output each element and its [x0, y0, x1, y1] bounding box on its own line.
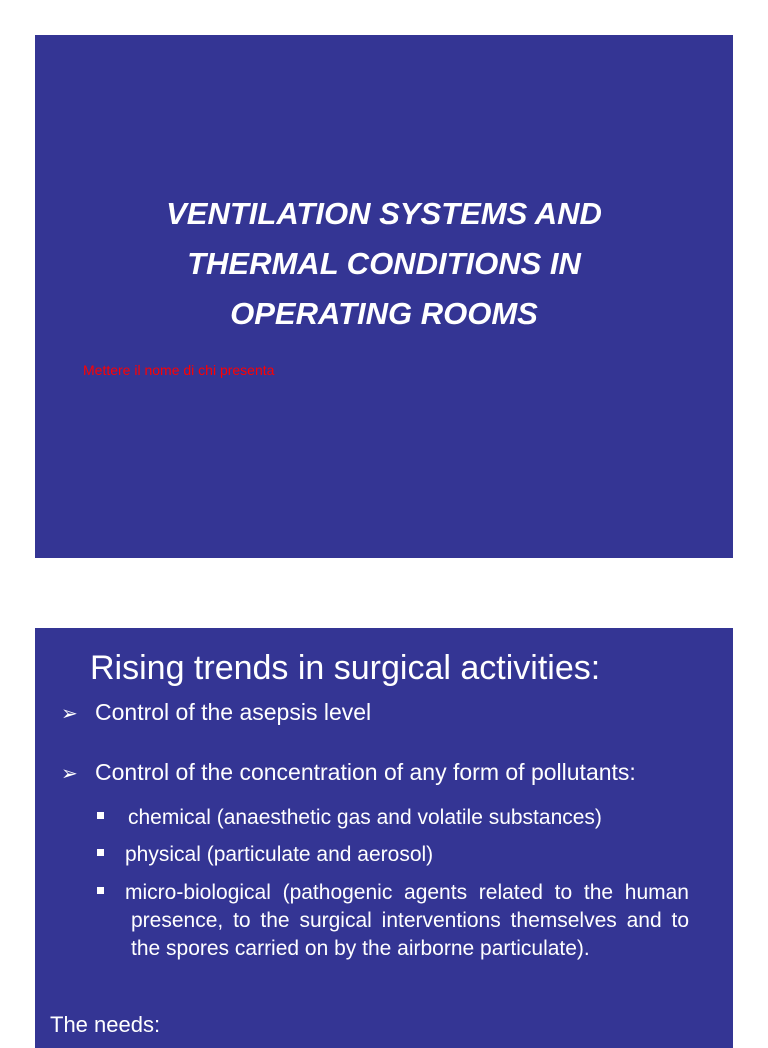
- slide-heading: Rising trends in surgical activities:: [90, 649, 601, 687]
- sub-bullet-item: [97, 804, 689, 832]
- square-bullet-icon: [97, 849, 104, 856]
- bullet-item: [61, 758, 636, 788]
- square-bullet-icon: [97, 812, 104, 819]
- sub-bullet-text: chemical (anaesthetic gas and volatile substances): [128, 806, 602, 829]
- slide-trends: [35, 628, 733, 1048]
- bullet-text: Control of the asepsis level: [95, 699, 372, 725]
- title-line-2: THERMAL CONDITIONS IN: [187, 246, 581, 281]
- slide-title: [35, 35, 733, 558]
- title-line-1: VENTILATION SYSTEMS AND: [166, 196, 602, 231]
- presenter-placeholder: Mettere il nome di chi presenta: [83, 362, 275, 378]
- trailing-text: The needs:: [50, 1012, 161, 1037]
- sub-bullet-text: micro-biological (pathogenic agents related to the human presence, to the surgical interventions themselves and to the spores carried on by the airborne particulate).: [125, 881, 689, 960]
- sub-bullet-item: [97, 879, 689, 963]
- arrow-bullet-icon: ➢: [61, 703, 78, 725]
- sub-bullet-item: [97, 841, 689, 869]
- bullet-item: [61, 698, 371, 728]
- square-bullet-icon: [97, 887, 104, 894]
- bullet-text: Control of the concentration of any form of pollutants:: [95, 759, 636, 785]
- sub-bullet-text: physical (particulate and aerosol): [125, 843, 434, 866]
- slide-title-text: [35, 189, 733, 339]
- title-line-3: OPERATING ROOMS: [230, 296, 538, 331]
- arrow-bullet-icon: ➢: [61, 763, 78, 785]
